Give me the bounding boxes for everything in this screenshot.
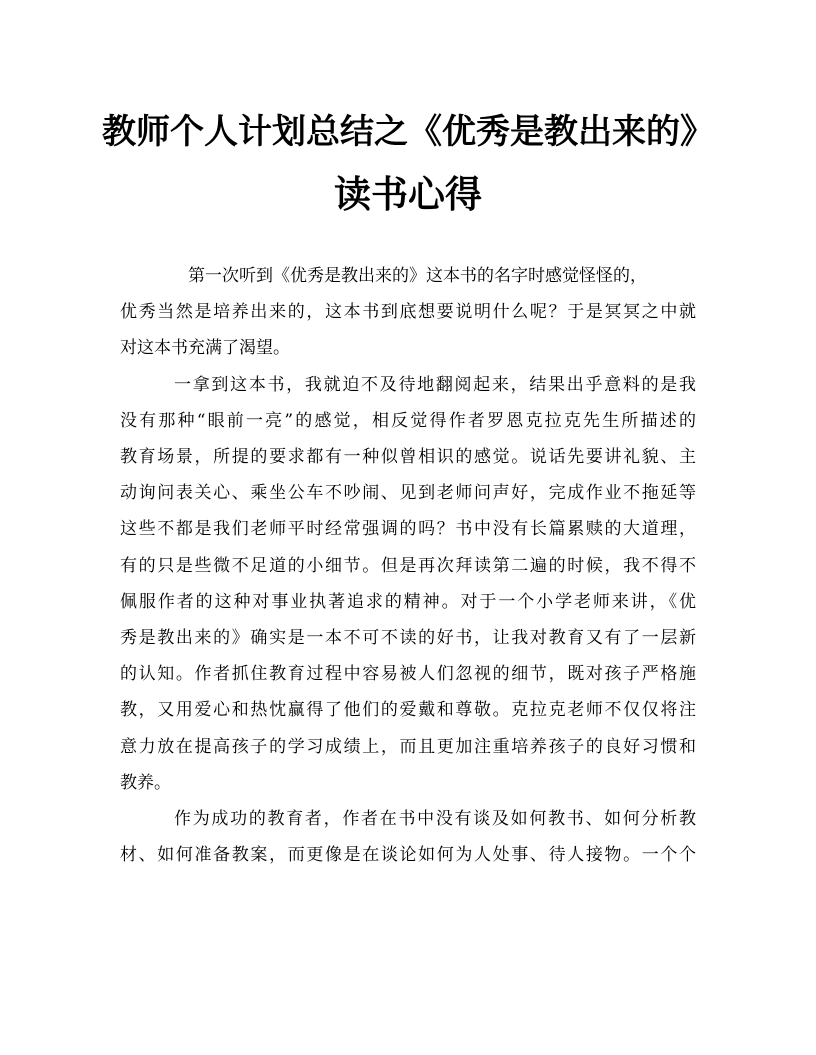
text-line: 有的只是些微不足道的小细节。但是再次拜读第二遍的时候，我不得不 [120, 555, 696, 576]
text-line: 秀是教出来的》确实是一本不可不读的好书，让我对教育又有了一层新 [120, 628, 696, 649]
text-line: 的认知。作者抓住教育过程中容易被人们忽视的细节，既对孩子严格施 [120, 664, 696, 685]
text-line: 动询问表关心、乘坐公车不吵闹、见到老师问声好，完成作业不拖延等 [120, 483, 696, 504]
text-line: 佩服作者的这种对事业执著追求的精神。对于一个小学老师来讲，《优 [120, 591, 696, 612]
text-line: 教养。 [120, 772, 171, 793]
text-line: 优秀当然是培养出来的，这本书到底想要说明什么呢？于是冥冥之中就 [120, 302, 696, 323]
text-line: 材、如何准备教案，而更像是在谈论如何为人处事、待人接物。一个个 [120, 845, 696, 866]
document-title-line-1: 教师个人计划总结之《优秀是教出来的》 [102, 112, 714, 152]
document-body [120, 258, 696, 873]
text-line: 意力放在提高孩子的学习成绩上，而且更加注重培养孩子的良好习惯和 [120, 736, 696, 757]
text-line: 没有那种“眼前一亮”的感觉，相反觉得作者罗恩克拉克先生所描述的 [120, 410, 696, 431]
document-title-line-2: 读书心得 [334, 172, 482, 216]
text-line: 对这本书充满了渴望。 [120, 338, 290, 359]
text-line: 作为成功的教育者，作者在书中没有谈及如何教书、如何分析教 [174, 809, 696, 830]
text-line: 这些不都是我们老师平时经常强调的吗？书中没有长篇累赎的大道理， [120, 519, 696, 540]
text-line: 教，又用爱心和热忱赢得了他们的爱戴和尊敬。克拉克老师不仅仅将注 [120, 700, 696, 721]
paragraph-3 [120, 801, 696, 873]
paragraph-2 [120, 367, 696, 801]
paragraph-1 [120, 258, 696, 367]
text-line: 第一次听到《优秀是教出来的》这本书的名字时感觉怪怪的， [188, 266, 647, 286]
text-line: 教育场景，所提的要求都有一种似曾相识的感觉。说话先要讲礼貌、主 [120, 447, 696, 468]
text-line: 一拿到这本书，我就迫不及待地翻阅起来，结果出乎意料的是我 [174, 374, 696, 395]
